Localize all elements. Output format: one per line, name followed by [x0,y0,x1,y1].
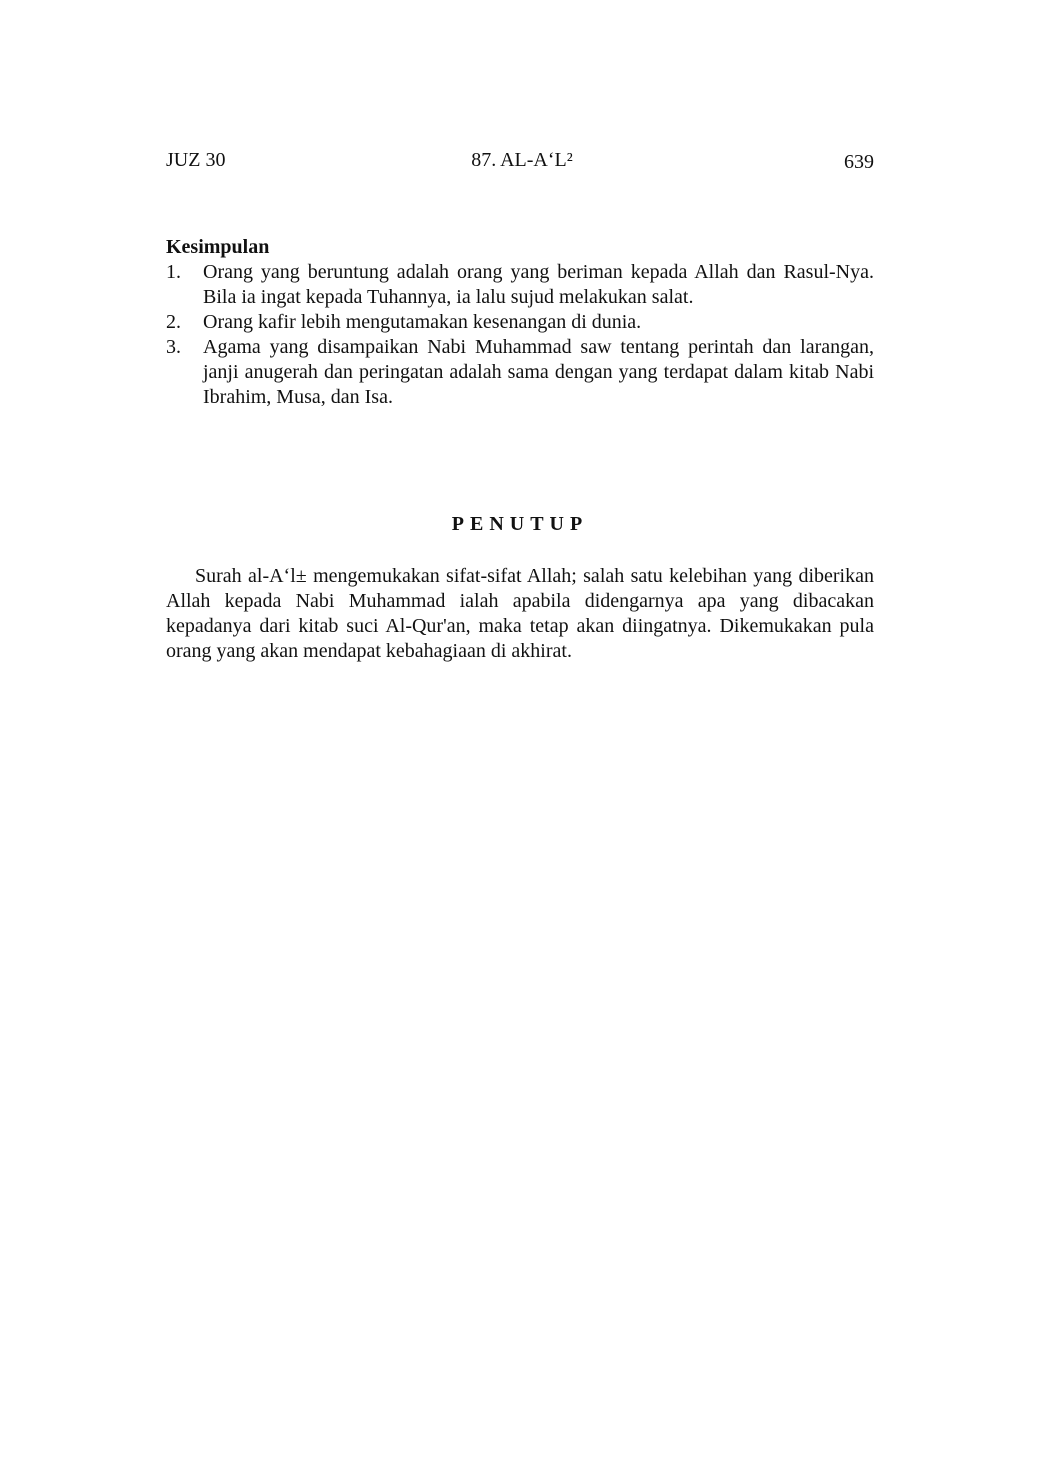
list-item [166,310,874,335]
closing-section [166,510,874,664]
page-number: 639 [844,151,874,173]
closing-paragraph: Surah al-A‘l± mengemukakan sifat-sifat Allah; salah satu kelebihan yang diberikan Allah kepada Nabi Muhammad ialah apabila didengarnya apa yang dibacakan kepadanya dari kitab suci Al-Qur'an, maka tetap akan diingatnya. Dikemukakan pula orang yang akan mendapat kebahagiaan di akhirat. [166,565,874,662]
list-item-number: 3. [166,336,181,358]
conclusion-heading: Kesimpulan [166,236,270,258]
list-item-text: Orang kafir lebih mengutamakan kesenangan di dunia. [203,311,642,333]
list-item [166,260,874,310]
conclusion-list [166,260,874,410]
list-item-number: 2. [166,311,181,333]
list-item-number: 1. [166,261,181,283]
list-item [166,335,874,410]
closing-heading: PENUTUP [451,513,589,535]
list-item-text: Orang yang beruntung adalah orang yang beriman kepada Allah dan Rasul-Nya. Bila ia ingat kepada Tuhannya, ia lalu sujud melakukan salat. [203,261,874,308]
conclusion-section [166,235,874,410]
surah-title: 87. AL-A‘L² [471,149,573,171]
running-header [166,146,874,174]
list-item-text: Agama yang disampaikan Nabi Muhammad saw tentang perintah dan larangan, janji anugerah dan peringatan adalah sama dengan yang terdapat dalam kitab Nabi Ibrahim, Musa, dan Isa. [203,336,874,408]
juz-label: JUZ 30 [166,149,226,171]
